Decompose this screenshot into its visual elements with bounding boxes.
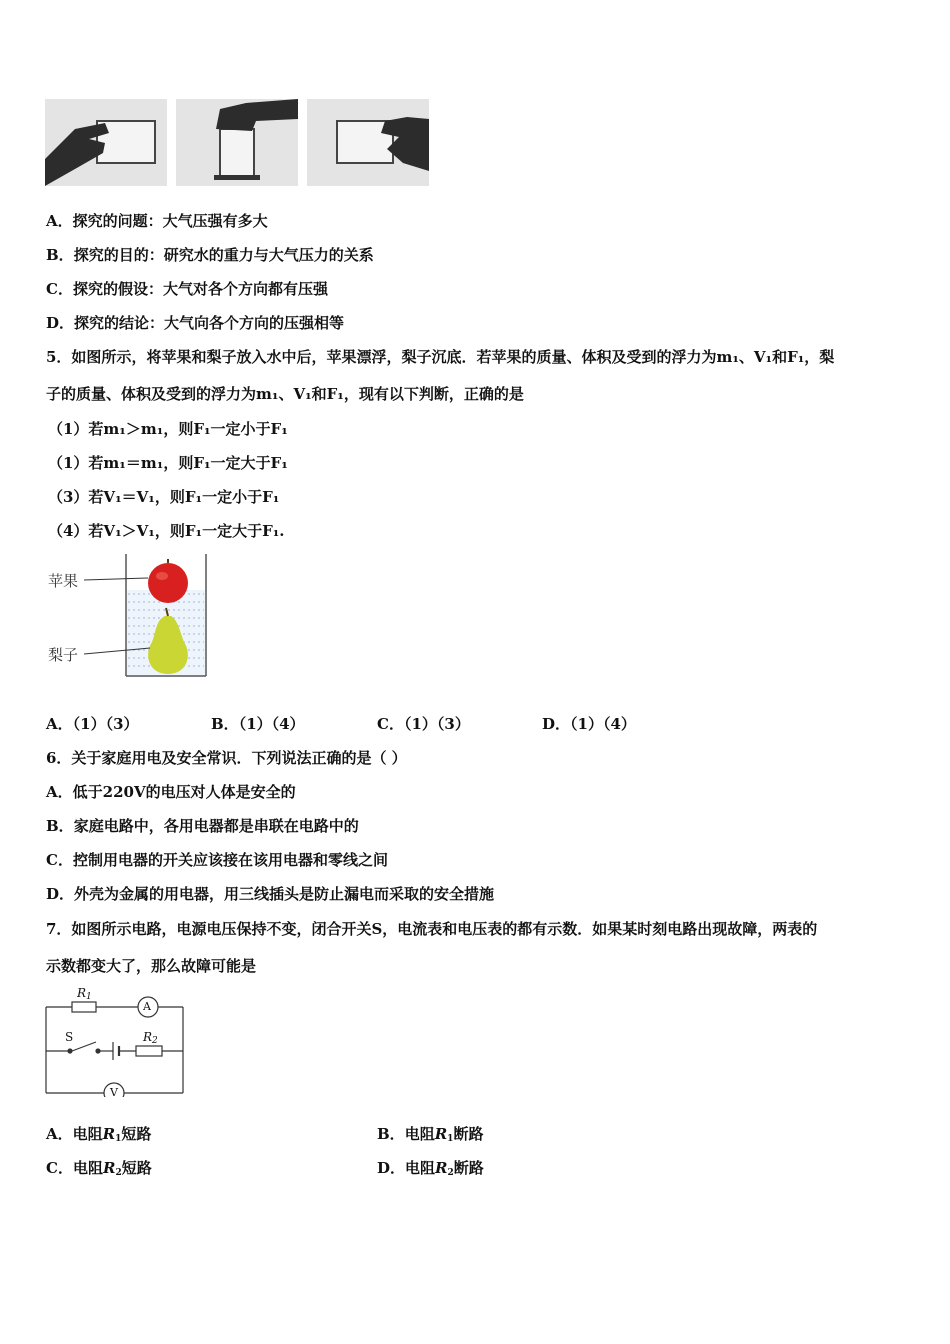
q4-photo-1 [45, 99, 167, 186]
r2-label: $R_2$ [143, 1030, 158, 1046]
q7-option-d: D．电阻$R_2$断路 [377, 1159, 484, 1178]
q5-judgement-4: （4）若V₁＞V₁，则F₁一定大于F₁. [48, 522, 285, 540]
q4-option-d: D．探究的结论：大气向各个方向的压强相等 [46, 314, 345, 332]
r1-resistor [72, 1002, 96, 1012]
pear-label: 梨子 [48, 646, 79, 664]
r2-resistor [136, 1046, 162, 1056]
apple-label: 苹果 [48, 572, 79, 590]
q7-option-b: B．电阻$R_1$断路 [377, 1125, 484, 1144]
voltmeter-label: V [110, 1086, 118, 1099]
q7-option-a: A．电阻$R_1$短路 [46, 1125, 152, 1144]
q6-stem: 6．关于家庭用电及安全常识．下列说法正确的是（ ） [46, 749, 407, 767]
q5-judgement-2: （1）若m₁＝m₁，则F₁一定大于F₁ [48, 454, 288, 472]
q5-option-a: A．（1）（3） [46, 715, 139, 733]
apple-shape [148, 563, 188, 603]
q5-judgement-1: （1）若m₁＞m₁，则F₁一定小于F₁ [48, 420, 288, 438]
q4-photo-2 [176, 99, 298, 186]
q7-stem-line-1: 7．如图所示电路，电源电压保持不变，闭合开关S，电流表和电压表的都有示数．如果某时刻电路出现故障，两表的 [46, 920, 818, 938]
q6-option-c: C．控制用电器的开关应该接在该用电器和零线之间 [46, 851, 388, 869]
q7-circuit [40, 985, 190, 1097]
q4-option-b: B．探究的目的：研究水的重力与大气压力的关系 [46, 246, 374, 264]
q5-stem-line-2: 子的质量、体积及受到的浮力为m₁、V₁和F₁，现有以下判断，正确的是 [46, 385, 524, 403]
q4-photo-3 [307, 99, 429, 186]
switch-label: S [65, 1030, 74, 1044]
q6-option-d: D．外壳为金属的用电器，用三线插头是防止漏电而采取的安全措施 [46, 885, 495, 903]
q7-option-c: C．电阻$R_2$短路 [46, 1159, 152, 1178]
q5-figure [44, 550, 214, 680]
q5-stem-line-1: 5．如图所示，将苹果和梨子放入水中后，苹果漂浮，梨子沉底．若苹果的质量、体积及受到的浮力为m₁、V₁和F₁，梨 [46, 348, 835, 366]
r1-label: $R_1$ [77, 986, 92, 1002]
q5-option-d: D．（1）（4） [542, 715, 636, 733]
q5-option-c: C．（1）（3） [377, 715, 470, 733]
q6-option-a: A．低于220V的电压对人体是安全的 [46, 783, 296, 801]
q5-option-b: B．（1）（4） [211, 715, 305, 733]
q4-option-a: A．探究的问题：大气压强有多大 [46, 212, 268, 230]
ammeter-label: A [143, 1000, 151, 1013]
q6-option-b: B．家庭电路中，各用电器都是串联在电路中的 [46, 817, 359, 835]
q5-judgement-3: （3）若V₁＝V₁，则F₁一定小于F₁ [48, 488, 280, 506]
q4-option-c: C．探究的假设：大气对各个方向都有压强 [46, 280, 328, 298]
switch-lever [72, 1042, 96, 1051]
q7-stem-line-2: 示数都变大了，那么故障可能是 [46, 957, 257, 975]
